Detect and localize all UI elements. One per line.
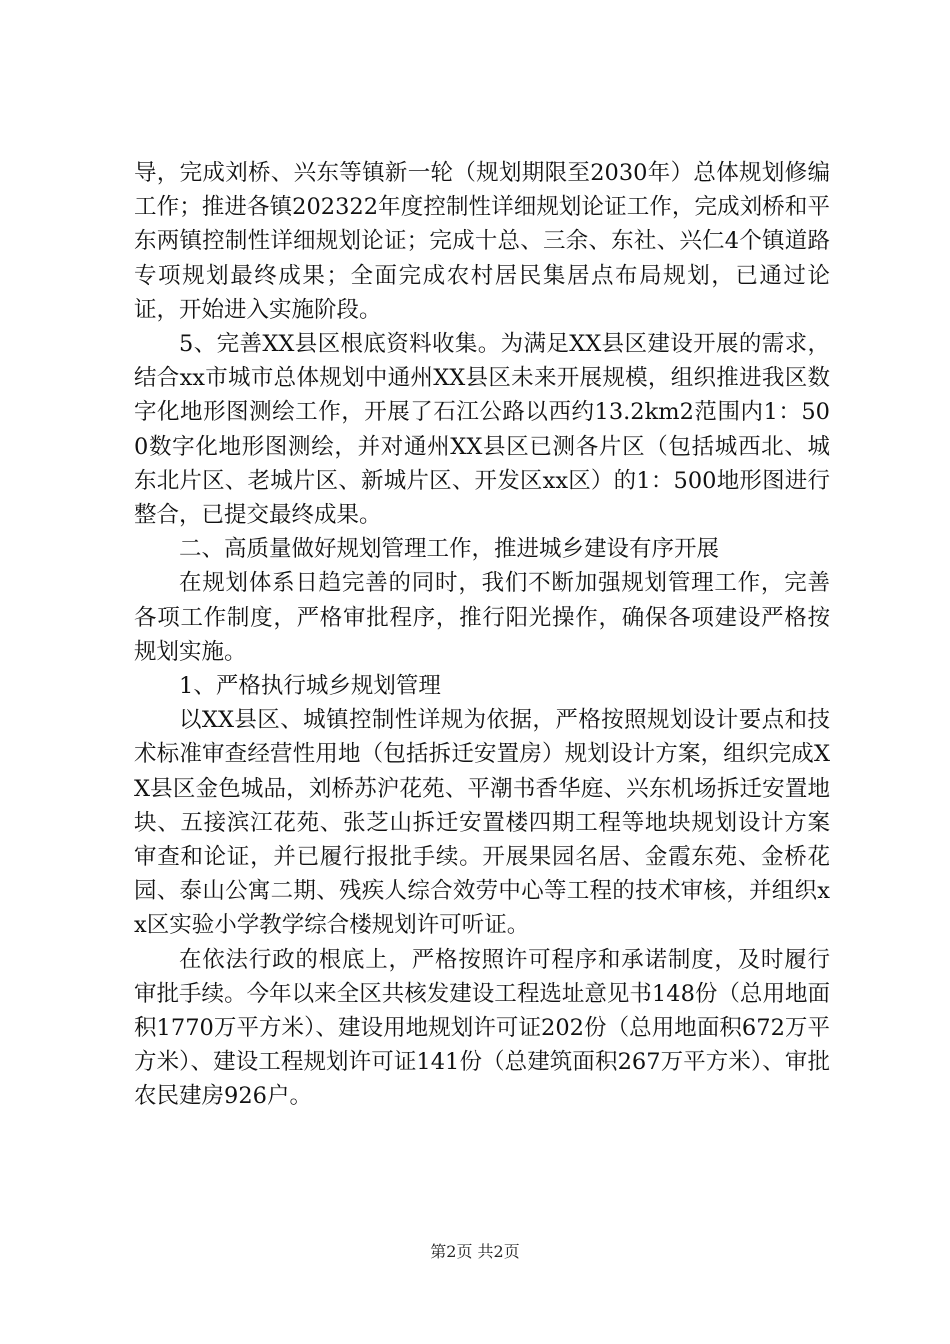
- document-body: [134, 156, 830, 1114]
- section-heading-2: 二、高质量做好规划管理工作，推进城乡建设有序开展: [179, 536, 720, 563]
- paragraph-section-intro: 在规划体系日趋完善的同时，我们不断加强规划管理工作，完善各项工作制度，严格审批程序，推行阳光操作，确保各项建设严格按规划实施。: [134, 570, 830, 665]
- paragraph-planning-review: 以XX县区、城镇控制性详规为依据，严格按照规划设计要点和技术标准审查经营性用地（包括拆迁安置房）规划设计方案，组织完成XX县区金色城品，刘桥苏沪花苑、平潮书香华庭、兴东机场拆迁安置地块、五接滨江花苑、张芝山拆迁安置楼四期工程等地块规划设计方案审查和论证，并已履行报批手续。开展果园名居、金霞东苑、金桥花园、泰山公寓二期、残疾人综合效劳中心等工程的技术审核，并组织xx区实验小学教学综合楼规划许可听证。: [134, 707, 830, 939]
- subheading-item-1: 1、严格执行城乡规划管理: [179, 673, 441, 700]
- page-footer: 第2页 共2页: [430, 1242, 520, 1261]
- paragraph-approvals: 在依法行政的根底上，严格按照许可程序和承诺制度，及时履行审批手续。今年以来全区共核发建设工程选址意见书148份（总用地面积1770万平方米）、建设用地规划许可证202份（总用地面积672万平方米）、建设工程规划许可证141份（总建筑面积267万平方米）、审批农民建房926户。: [134, 946, 830, 1110]
- paragraph-item-5: 5、完善XX县区根底资料收集。为满足XX县区建设开展的需求，结合xx市城市总体规划中通州XX县区未来开展规模，组织推进我区数字化地形图测绘工作，开展了石江公路以西约13.2km2范围内1：500数字化地形图测绘，并对通州XX县区已测各片区（包括城西北、城东北片区、老城片区、新城片区、开发区xx区）的1：500地形图进行整合，已提交最终成果。: [134, 331, 830, 529]
- paragraph-continuation: 导，完成刘桥、兴东等镇新一轮（规划期限至2030年）总体规划修编工作；推进各镇202322年度控制性详细规划论证工作，完成刘桥和平东两镇控制性详细规划论证；完成十总、三余、东社、兴仁4个镇道路专项规划最终成果；全面完成农村居民集居点布局规划，已通过论证，开始进入实施阶段。: [134, 160, 830, 323]
